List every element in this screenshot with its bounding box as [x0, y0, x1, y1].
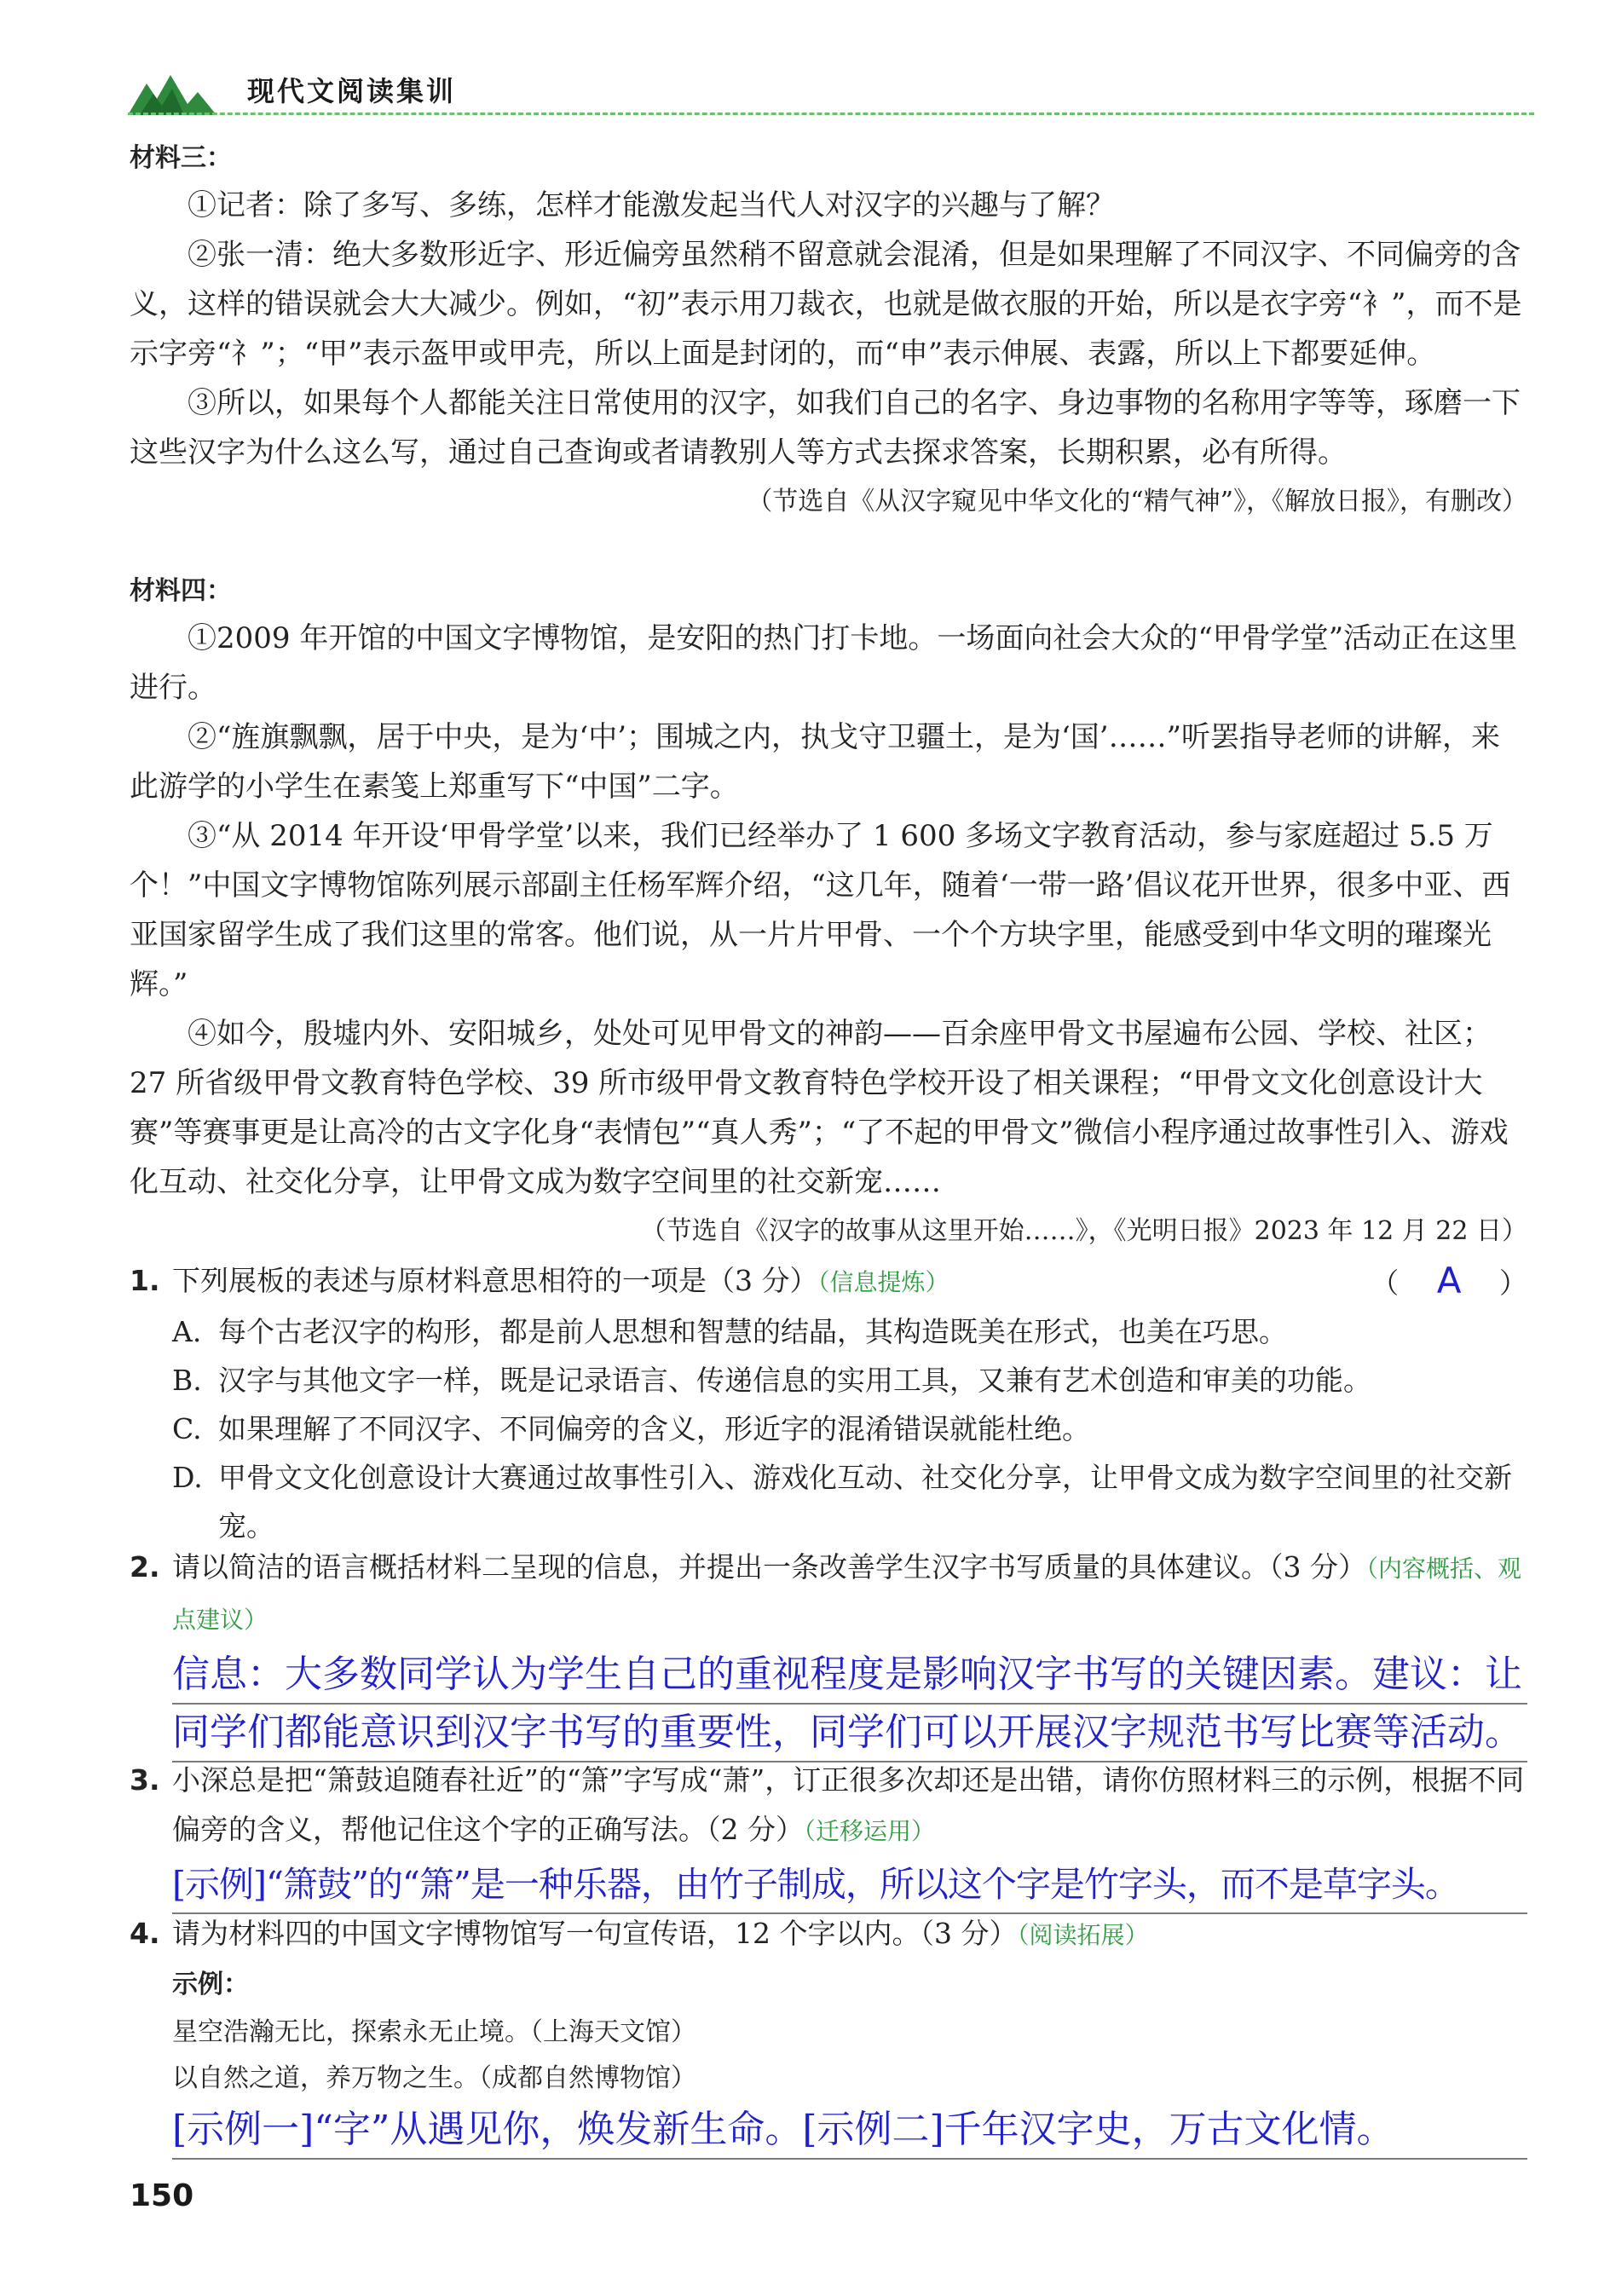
answer-choice: A — [1436, 1260, 1462, 1301]
answer-line: 同学们都能意识到汉字书写的重要性，同学们可以开展汉字规范书写比赛等活动。 — [172, 1705, 1527, 1762]
question-text: 请为材料四的中国文字博物馆写一句宣传语，12 个字以内。（3 分） — [172, 1917, 1018, 1950]
bracket-close: ） — [1499, 1266, 1527, 1300]
option-c — [130, 1405, 1527, 1453]
answer-bracket — [1371, 1256, 1527, 1308]
material-4-source: （节选自《汉字的故事从这里开始……》，《光明日报》2023 年 12 月 22 日） — [640, 1216, 1527, 1246]
question-number: 2. — [130, 1550, 160, 1584]
option-letter: D. — [172, 1461, 203, 1494]
mountain-logo-icon — [128, 68, 230, 119]
material-3-source: （节选自《从汉字窥见中华文化的“精气神”》，《解放日报》，有删改） — [747, 487, 1527, 516]
example-line: 以自然之道，养万物之生。（成都自然博物馆） — [172, 2063, 696, 2093]
material-4-paragraph: ③“从 2014 年开设‘甲骨学堂’以来，我们已经举办了 1 600 多场文字教育活动，参与家庭超过 5.5 万个！”中国文字博物馆陈列展示部副主任杨军辉介绍，“这几年，随着‘一带一路’倡议花开世界，很多中亚、西亚国家留学生成了我们这里的常客。他们说，从一片片甲骨、一个个方块字里，能感受到中华文明的璀璨光辉。” — [130, 819, 1511, 1001]
question-number: 1. — [130, 1264, 160, 1297]
material-4-paragraph: ①2009 年开馆的中国文字博物馆，是安阳的热门打卡地。一场面向社会大众的“甲骨学堂”活动正在这里进行。 — [130, 621, 1518, 705]
header-title: 现代文阅读集训 — [247, 75, 457, 107]
option-text: 每个古老汉字的构形，都是前人思想和智慧的结晶，其构造既美在形式，也美在巧思。 — [218, 1315, 1287, 1348]
material-3-paragraph: ①记者：除了多写、多练，怎样才能激发起当代人对汉字的兴趣与了解？ — [188, 188, 1115, 222]
question-tag: （迁移运用） — [804, 1817, 936, 1845]
option-d — [130, 1453, 1527, 1550]
bracket-open: （ — [1371, 1266, 1400, 1300]
option-letter: B. — [172, 1364, 202, 1397]
example-label: 示例： — [172, 1970, 249, 1999]
page-header — [128, 51, 1534, 128]
material-4 — [130, 569, 1527, 1256]
question-2 — [130, 1543, 1527, 1762]
option-a — [130, 1307, 1527, 1356]
material-4-paragraph: ②“旌旗飘飘，居于中央，是为‘中’；围城之内，执戈守卫疆土，是为‘国’……”听罢指导老师的讲解，来此游学的小学生在素笺上郑重写下“中国”二字。 — [130, 720, 1500, 804]
option-text: 如果理解了不同汉字、不同偏旁的含义，形近字的混淆错误就能杜绝。 — [218, 1412, 1090, 1445]
question-3 — [130, 1756, 1527, 1914]
question-text: 小深总是把“箫鼓追随春社近”的“箫”字写成“萧”，订正很多次却还是出错，请你仿照材料三的示例，根据不同偏旁的含义，帮他记住这个字的正确写法。（2 分） — [172, 1763, 1525, 1846]
material-3 — [130, 136, 1527, 527]
question-number: 4. — [130, 1917, 160, 1950]
question-1 — [130, 1256, 1527, 1550]
material-4-heading: 材料四： — [130, 576, 232, 606]
material-4-paragraph: ④如今，殷墟内外、安阳城乡，处处可见甲骨文的神韵——百余座甲骨文书屋遍布公园、学校、社区；27 所省级甲骨文教育特色学校、39 所市级甲骨文教育特色学校开设了相关课程；“甲骨文文化创意设计大赛”等赛事更是让高冷的古文字化身“表情包”“真人秀”；“了不起的甲骨文”微信小程序通过故事性引入、游戏化互动、社交化分享，让甲骨文成为数字空间里的社交新宠…… — [130, 1017, 1509, 1199]
question-tag: （阅读拓展） — [1017, 1921, 1149, 1949]
material-3-paragraph: ③所以，如果每个人都能关注日常使用的汉字，如我们自己的名字、身边事物的名称用字等等，琢磨一下这些汉字为什么这么写，通过自己查询或者请教别人等方式去探求答案，长期积累，必有所得。 — [130, 386, 1521, 470]
question-text: 下列展板的表述与原材料意思相符的一项是（3 分） — [172, 1264, 818, 1297]
answer-line: 信息：大多数同学认为学生自己的重视程度是影响汉字书写的关键因素。建议：让 — [172, 1647, 1527, 1705]
option-text: 汉字与其他文字一样，既是记录语言、传递信息的实用工具，又兼有艺术创造和审美的功能。 — [218, 1364, 1371, 1397]
option-text: 甲骨文文化创意设计大赛通过故事性引入、游戏化互动、社交化分享，让甲骨文成为数字空间里的社交新宠。 — [218, 1461, 1512, 1543]
header-dashed-rule — [128, 112, 1534, 115]
question-tag: （内容概括、观点建议） — [172, 1555, 1522, 1634]
option-b — [130, 1356, 1527, 1405]
question-text: 请以简洁的语言概括材料二呈现的信息，并提出一条改善学生汉字书写质量的具体建议。（3 分） — [172, 1550, 1366, 1584]
example-line: 星空浩瀚无比，探索永无止境。（上海天文馆） — [172, 2017, 696, 2047]
option-letter: A. — [172, 1315, 202, 1348]
question-number: 3. — [130, 1763, 160, 1797]
material-3-paragraph: ②张一清：绝大多数形近字、形近偏旁虽然稍不留意就会混淆，但是如果理解了不同汉字、不同偏旁的含义，这样的错误就会大大减少。例如，“初”表示用刀裁衣，也就是做衣服的开始，所以是衣字旁“衤”，而不是示字旁“礻”；“甲”表示盔甲或甲壳，所以上面是封闭的，而“申”表示伸展、表露，所以上下都要延伸。 — [130, 238, 1522, 371]
question-tag: （信息提炼） — [817, 1268, 949, 1296]
question-4 — [130, 1909, 1527, 2160]
material-3-heading: 材料三： — [130, 143, 232, 173]
page-number: 150 — [130, 2178, 194, 2213]
answer-line: [示例一]“字”从遇见你，焕发新生命。[示例二]千年汉字史，万古文化情。 — [172, 2102, 1527, 2160]
option-letter: C. — [172, 1412, 202, 1445]
answer-line: [示例]“箫鼓”的“箫”是一种乐器，由竹子制成，所以这个字是竹字头，而不是草字头。 — [172, 1856, 1527, 1914]
